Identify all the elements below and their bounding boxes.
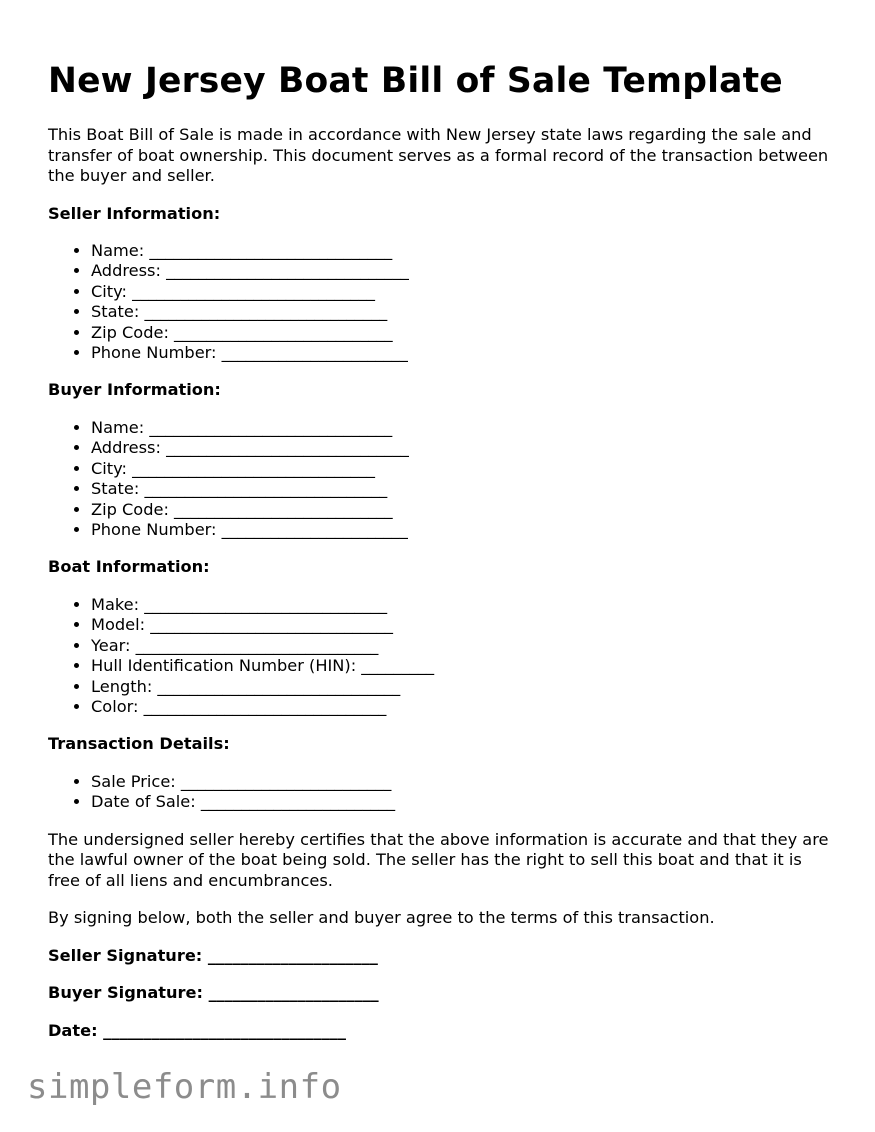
buyer-phone-field: • Phone Number: _______________________	[91, 520, 838, 540]
boat-fields-list	[48, 595, 838, 717]
boat-hin-field: • Hull Identification Number (HIN): _________	[91, 656, 838, 676]
buyer-name-field: • Name: ______________________________	[91, 418, 838, 438]
boat-make-field: • Make: ______________________________	[91, 595, 838, 615]
agreement-paragraph: By signing below, both the seller and buyer agree to the terms of this transaction.	[48, 908, 715, 928]
transaction-fields-list	[48, 772, 838, 813]
buyer-section-heading: Buyer Information:	[48, 380, 221, 400]
boat-length-field: • Length: ______________________________	[91, 677, 838, 697]
certification-paragraph: The undersigned seller hereby certifies that the above information is accurate and that they are the lawful owner of the boat being sold. The seller has the right to sell this boat and that it is free of all liens and encumbrances.	[48, 829, 829, 890]
buyer-fields-list	[48, 418, 838, 540]
seller-section-heading: Seller Information:	[48, 203, 221, 223]
seller-address-field: • Address: ______________________________	[91, 261, 838, 281]
site-watermark: simpleform.info	[27, 1067, 342, 1107]
seller-signature-line: Seller Signature: _____________________	[48, 945, 378, 965]
boat-section-heading: Boat Information:	[48, 557, 210, 577]
boat-color-field: • Color: ______________________________	[91, 697, 838, 717]
transaction-section-heading: Transaction Details:	[48, 734, 230, 754]
seller-state-field: • State: ______________________________	[91, 302, 838, 322]
seller-phone-field: • Phone Number: _______________________	[91, 343, 838, 363]
seller-zip-field: • Zip Code: ___________________________	[91, 323, 838, 343]
sale-date-field: • Date of Sale: ________________________	[91, 792, 838, 812]
date-signature-line: Date: ______________________________	[48, 1020, 346, 1040]
seller-name-field: • Name: ______________________________	[91, 241, 838, 261]
document-page	[48, 58, 838, 1041]
seller-city-field: • City: ______________________________	[91, 282, 838, 302]
intro-paragraph: This Boat Bill of Sale is made in accordance with New Jersey state laws regarding the sale and transfer of boat ownership. This document serves as a formal record of the transaction between the buyer and seller.	[48, 125, 829, 185]
page-title: New Jersey Boat Bill of Sale Template	[48, 61, 783, 101]
boat-model-field: • Model: ______________________________	[91, 615, 838, 635]
buyer-zip-field: • Zip Code: ___________________________	[91, 500, 838, 520]
buyer-signature-line: Buyer Signature: _____________________	[48, 983, 379, 1003]
seller-fields-list	[48, 241, 838, 363]
sale-price-field: • Sale Price: __________________________	[91, 772, 838, 792]
buyer-city-field: • City: ______________________________	[91, 459, 838, 479]
boat-year-field: • Year: ______________________________	[91, 636, 838, 656]
buyer-state-field: • State: ______________________________	[91, 479, 838, 499]
buyer-address-field: • Address: ______________________________	[91, 438, 838, 458]
